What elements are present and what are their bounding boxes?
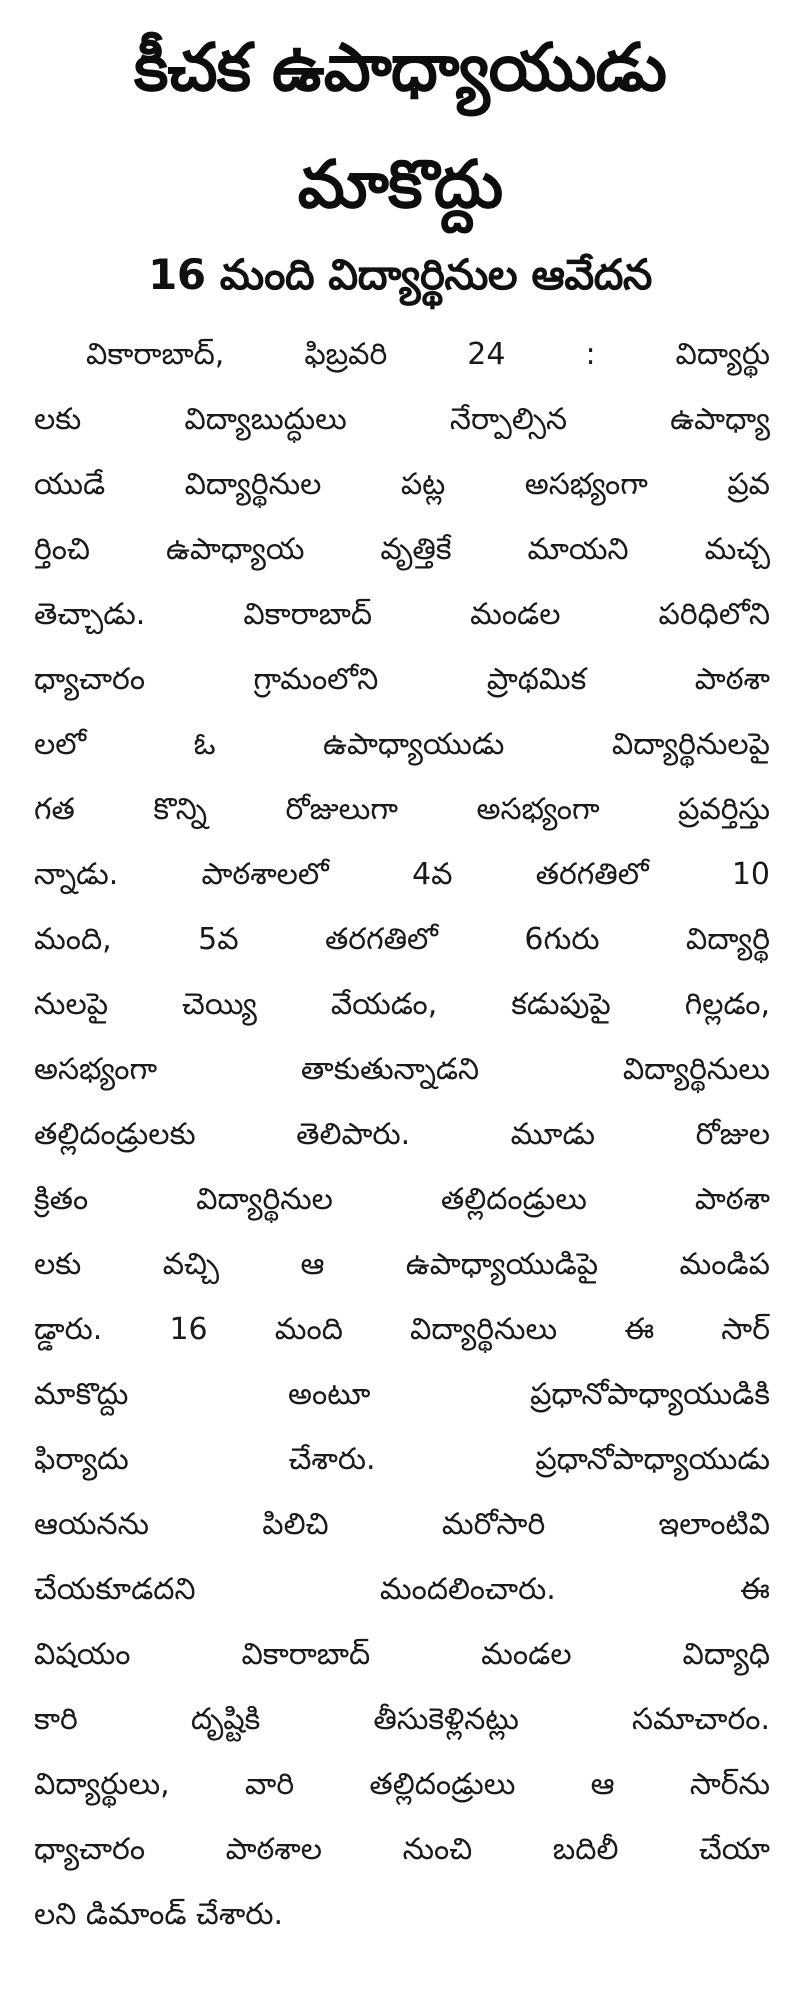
article-line: వికారాబాద్, ఫిబ్రవరి 24 : విద్యార్థు <box>86 337 770 372</box>
article-line: తల్లిదండ్రులకు తెలిపారు. మూడు రోజుల <box>34 1117 770 1152</box>
headline-line-2: మాకొద్దు <box>297 146 503 223</box>
article-line: ఆయనను పిలిచి మరోసారి ఇలాంటివి <box>34 1507 770 1542</box>
article-line: యుడే విద్యార్థినుల పట్ల అసభ్యంగా ప్రవ <box>34 467 770 502</box>
article-line: అసభ్యంగా తాకుతున్నాడని విద్యార్థినులు <box>34 1052 770 1087</box>
article-line: ఫిర్యాదు చేశారు. ప్రధానోపాధ్యాయుడు <box>34 1442 770 1477</box>
article-line: ర్తించి ఉపాధ్యాయ వృత్తికే మాయని మచ్చ <box>34 532 770 567</box>
article-line: క్రితం విద్యార్థినుల తల్లిదండ్రులు పాఠశా <box>34 1182 770 1217</box>
article-line: ధ్యాచారం పాఠశాల నుంచి బదిలీ చేయా <box>34 1832 770 1867</box>
article-line: ధ్యాచారం గ్రామంలోని ప్రాథమిక పాఠశా <box>34 662 770 697</box>
article-line: లకు వచ్చి ఆ ఉపాధ్యాయుడిపై మండిప <box>34 1247 770 1282</box>
subheadline: 16 మంది విద్యార్థినుల ఆవేదన <box>148 250 652 299</box>
article-line: లలో ఓ ఉపాధ్యాయుడు విద్యార్థినులపై <box>34 727 770 762</box>
article-line: విద్యార్థులు, వారి తల్లిదండ్రులు ఆ సార్‌ను <box>34 1767 770 1802</box>
article-body <box>0 322 800 1947</box>
article-line: మాకొద్దు అంటూ ప్రధానోపాధ్యాయుడికి <box>34 1377 770 1412</box>
article-line: లకు విద్యాబుద్ధులు నేర్పాల్సిన ఉపాధ్యా <box>34 402 770 437</box>
article-line: డ్డారు. 16 మంది విద్యార్థినులు ఈ సార్ <box>34 1312 770 1347</box>
article-line: చేయకూడదని మందలించారు. ఈ <box>34 1572 770 1607</box>
article-line: గత కొన్ని రోజులుగా అసభ్యంగా ప్రవర్తిస్తు <box>34 792 770 827</box>
article-line: మంది, 5వ తరగతిలో 6గురు విద్యార్థి <box>34 922 770 957</box>
article-line: లని డిమాండ్ చేశారు. <box>34 1897 284 1932</box>
article-line: విషయం వికారాబాద్ మండల విద్యాధి <box>34 1637 770 1672</box>
article-line: తెచ్చాడు. వికారాబాద్ మండల పరిధిలోని <box>34 597 770 632</box>
article-line: న్నాడు. పాఠశాలలో 4వ తరగతిలో 10 <box>34 857 770 892</box>
headline-line-1: కీచక ఉపాధ్యాయుడు <box>133 29 666 106</box>
article-line: నులపై చెయ్యి వేయడం, కడుపుపై గిల్లడం, <box>34 987 770 1022</box>
article-line: కారి దృష్టికి తీసుకెళ్లినట్లు సమాచారం. <box>34 1702 770 1737</box>
